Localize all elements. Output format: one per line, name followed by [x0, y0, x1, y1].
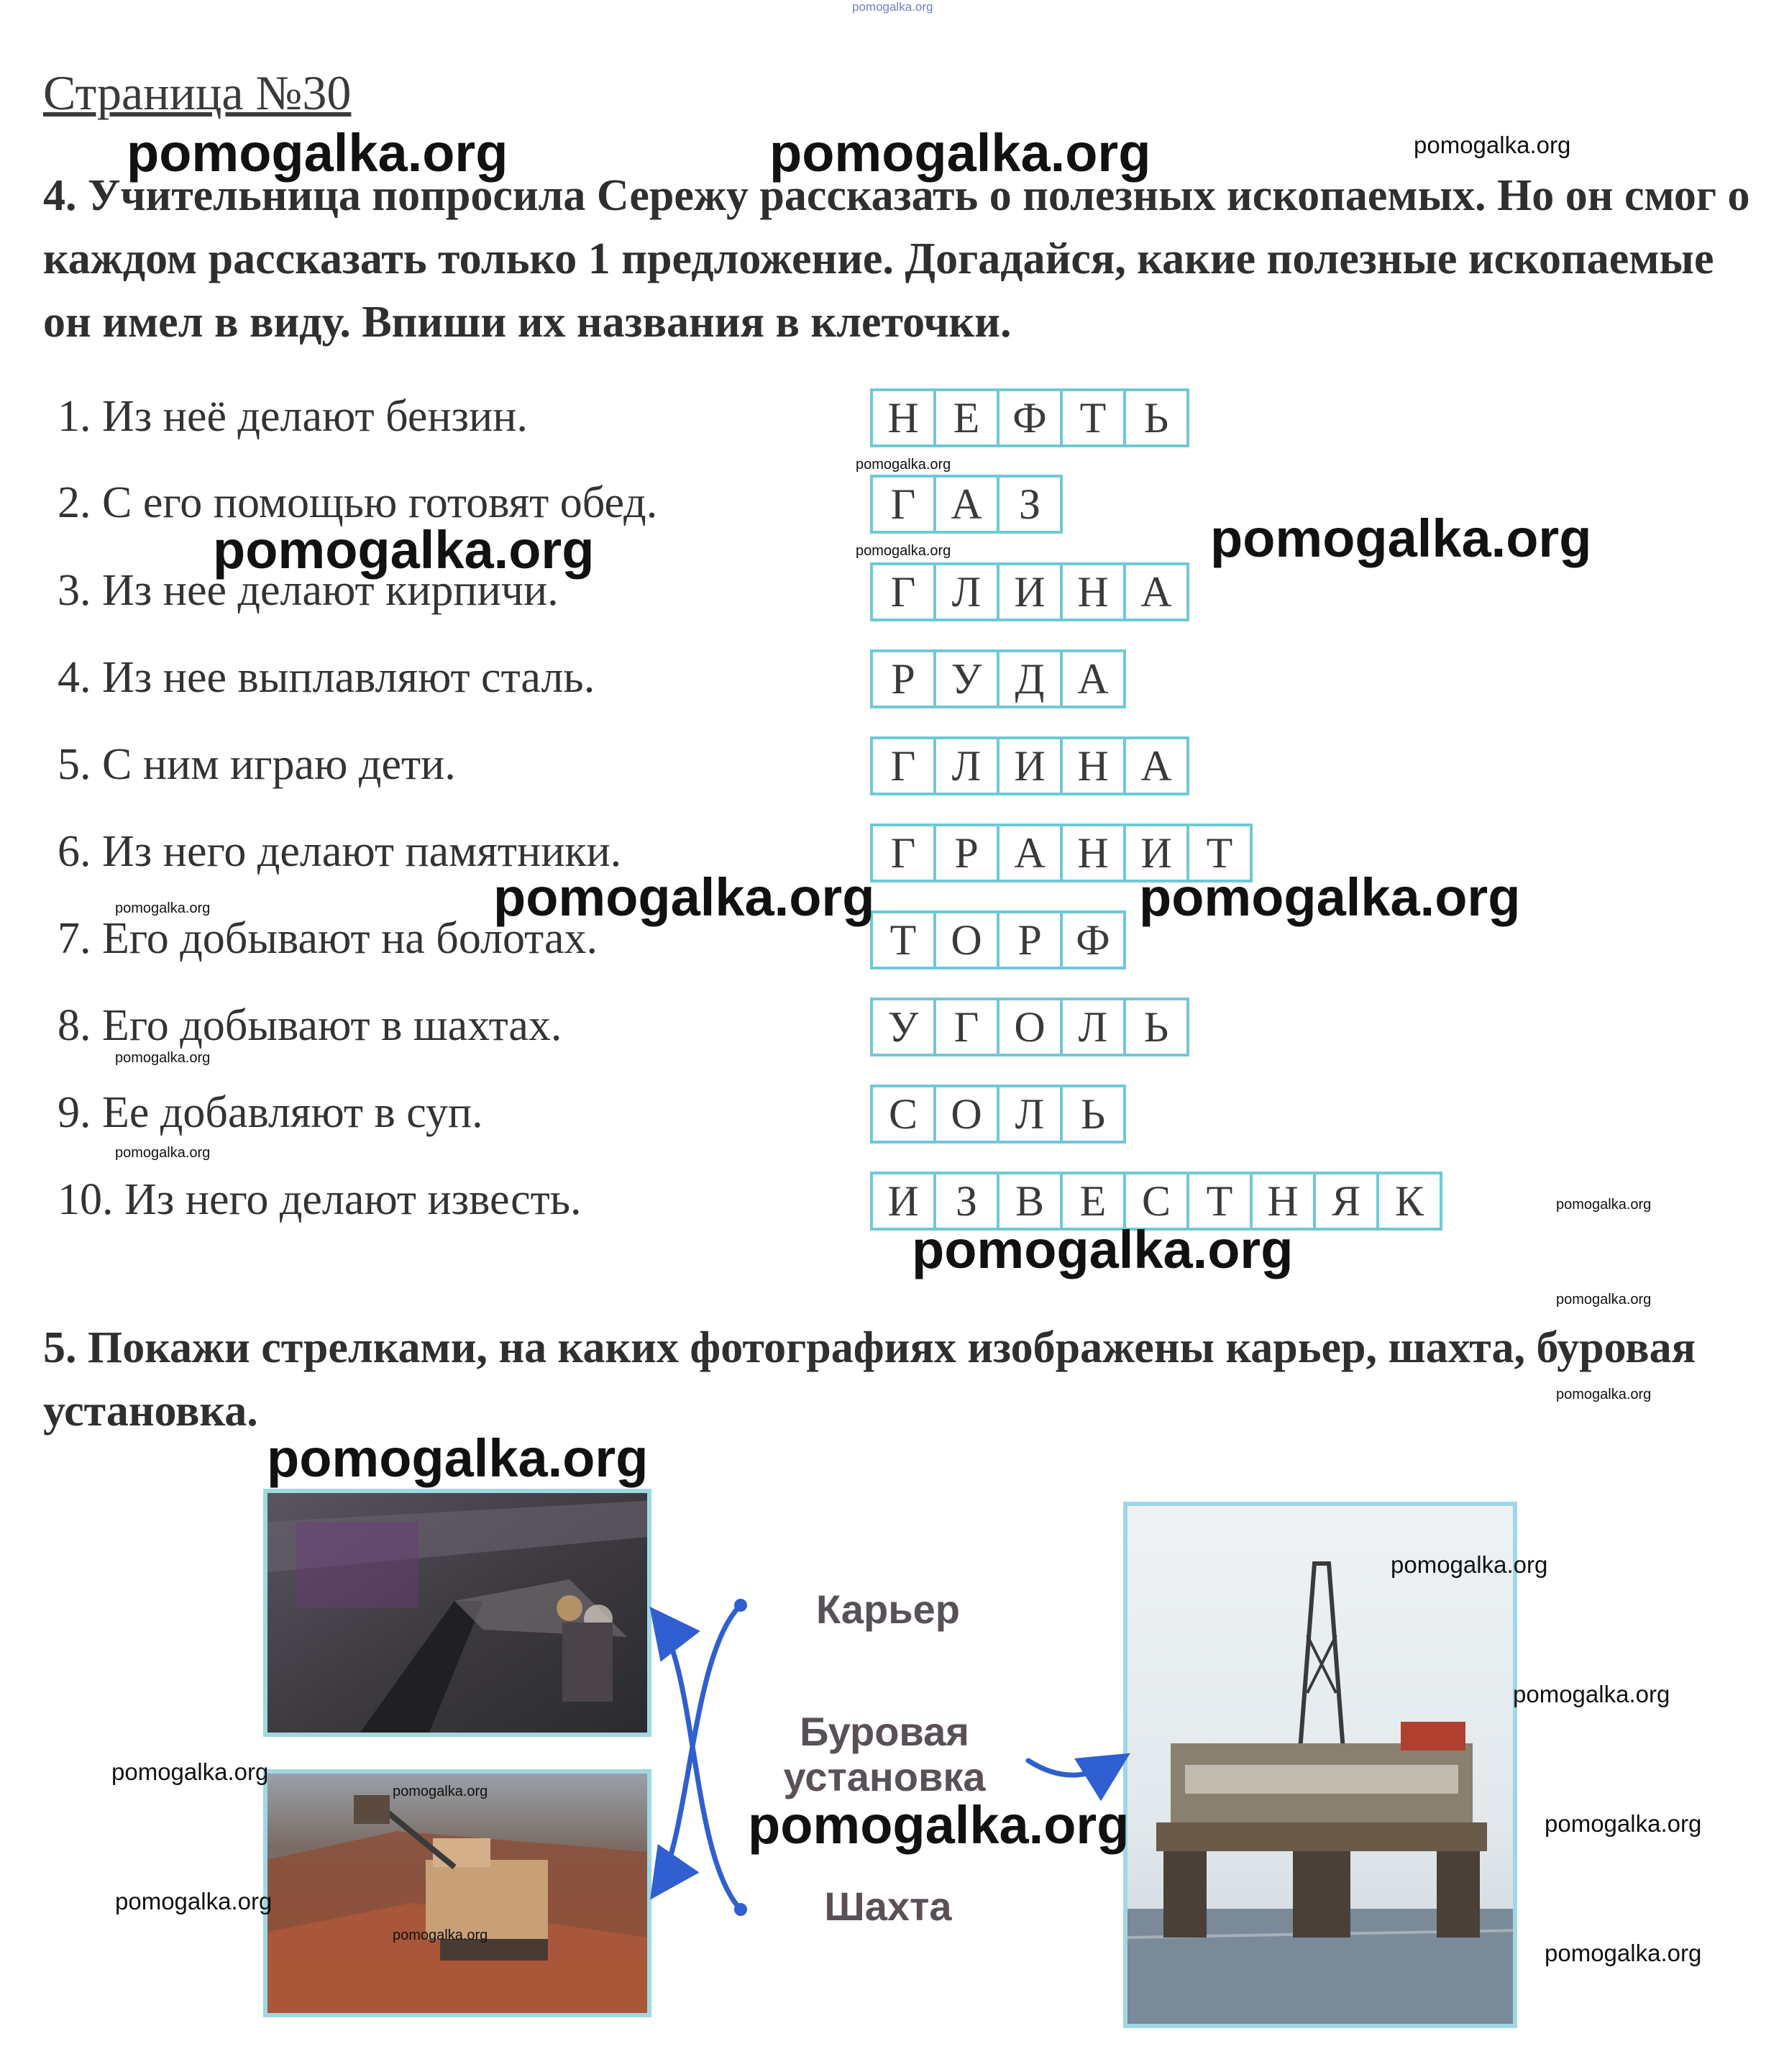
watermark: pomogalka.org	[1391, 1551, 1548, 1578]
watermark: pomogalka.org	[493, 867, 875, 927]
watermark: pomogalka.org	[1414, 132, 1571, 158]
answer-cell[interactable]: Н	[1060, 823, 1126, 882]
question-text: 7. Его добывают на болотах.	[58, 914, 598, 963]
answer-cell[interactable]: Г	[933, 998, 1000, 1056]
answer-cell[interactable]: К	[1376, 1172, 1442, 1231]
answer-cell[interactable]: И	[870, 1172, 936, 1231]
answer-cell[interactable]: Л	[933, 736, 1000, 795]
answer-cell[interactable]: Л	[933, 562, 1000, 621]
watermark: pomogalka.org	[393, 1927, 488, 1943]
arrow-rig-to-rig-photo	[1028, 1758, 1122, 1775]
answer-cell[interactable]: Я	[1313, 1172, 1379, 1231]
answer-cell[interactable]: С	[1123, 1172, 1189, 1231]
answer-cell[interactable]: Г	[870, 823, 936, 882]
answer-cell[interactable]: Ь	[1123, 998, 1189, 1056]
label-quarry: Карьер	[816, 1587, 960, 1632]
task4-prompt: 4. Учительница попросила Сережу рассказать о полезных ископаемых. Но он смог о каждом рассказать только 1 предложение. Догадайся, какие полезные ископаемые он имел в виду. Впиши их названия в клеточки.	[43, 171, 1750, 347]
answer-cell[interactable]: О	[933, 1085, 1000, 1144]
watermark: pomogalka.org	[213, 520, 595, 580]
question-text: 10. Из него делают известь.	[58, 1175, 582, 1224]
answer-cell[interactable]: Г	[870, 475, 936, 534]
answer-cell[interactable]: Т	[870, 911, 936, 969]
answer-cell[interactable]: А	[1123, 562, 1189, 621]
label-rig-line1: Буровая	[800, 1709, 969, 1754]
answer-cell[interactable]: Р	[933, 823, 1000, 882]
answer-cell[interactable]: Н	[1060, 562, 1126, 621]
answer-cell[interactable]: Ь	[1123, 388, 1189, 447]
answer-cell[interactable]: В	[997, 1172, 1063, 1231]
answer-cell[interactable]: Т	[1186, 823, 1253, 882]
answer-cell[interactable]: С	[870, 1085, 936, 1144]
watermark: pomogalka.org	[1545, 1940, 1702, 1966]
label-mine: Шахта	[824, 1884, 952, 1929]
answer-cell[interactable]: Л	[1060, 998, 1126, 1056]
answer-cell[interactable]: Д	[997, 649, 1063, 708]
watermark: pomogalka.org	[267, 1428, 649, 1488]
question-text: 3. Из нее делают кирпичи.	[58, 566, 559, 615]
watermark: pomogalka.org	[856, 543, 951, 559]
question-text: 6. Из него делают памятники.	[58, 827, 622, 876]
answer-cell[interactable]: А	[933, 475, 1000, 534]
question-text: 4. Из нее выплавляют сталь.	[58, 653, 595, 702]
question-text: 5. С ним играю дети.	[58, 740, 456, 789]
answer-cell[interactable]: Л	[997, 1085, 1063, 1144]
watermark: pomogalka.org	[1556, 1292, 1652, 1307]
watermark: pomogalka.org	[1513, 1681, 1670, 1707]
watermark: pomogalka.org	[115, 1050, 211, 1066]
answer-cell[interactable]: Е	[933, 388, 1000, 447]
answer-cell[interactable]: Е	[1060, 1172, 1126, 1231]
watermark: pomogalka.org	[115, 1145, 211, 1161]
watermark: pomogalka.org	[769, 123, 1151, 183]
answer-cell[interactable]: О	[997, 998, 1063, 1056]
answer-cell[interactable]: Ф	[997, 388, 1063, 447]
watermark: pomogalka.org	[393, 1784, 488, 1799]
answer-cell[interactable]: Р	[997, 911, 1063, 969]
watermark: pomogalka.org	[856, 457, 951, 473]
answer-cell[interactable]: И	[997, 736, 1063, 795]
answer-cell[interactable]: Н	[1060, 736, 1126, 795]
question-text: 8. Его добывают в шахтах.	[58, 1001, 562, 1050]
answer-cell[interactable]: Г	[870, 736, 936, 795]
answer-cell[interactable]: Н	[1250, 1172, 1316, 1231]
watermark: pomogalka.org	[748, 1795, 1130, 1855]
watermark: pomogalka.org	[127, 123, 508, 183]
answer-cell[interactable]: Р	[870, 649, 936, 708]
watermark: pomogalka.org	[1210, 508, 1592, 568]
answer-cell[interactable]: О	[933, 911, 1000, 969]
watermark: pomogalka.org	[111, 1758, 269, 1785]
question-text: 1. Из неё делают бензин.	[58, 392, 528, 441]
answer-cell[interactable]: Т	[1186, 1172, 1253, 1231]
question-text: 9. Ее добавляют в суп.	[58, 1088, 483, 1137]
watermark: pomogalka.org	[1556, 1197, 1652, 1213]
answer-cell[interactable]: Ь	[1060, 1085, 1126, 1144]
answer-cell[interactable]: И	[997, 562, 1063, 621]
watermark: pomogalka.org	[1139, 867, 1521, 927]
watermark: pomogalka.org	[115, 1888, 273, 1914]
question-text: 2. С его помощью готовят обед.	[58, 478, 658, 527]
page-title: Страница №30	[43, 65, 352, 120]
watermark: pomogalka.org	[912, 1220, 1294, 1279]
answer-cell[interactable]: Г	[870, 562, 936, 621]
answer-cell[interactable]: З	[997, 475, 1063, 534]
answer-cell[interactable]: У	[933, 649, 1000, 708]
answer-cell[interactable]: А	[1123, 736, 1189, 795]
answer-cell[interactable]: А	[1060, 649, 1126, 708]
answer-cell[interactable]: З	[933, 1172, 1000, 1231]
watermark: pomogalka.org	[1556, 1387, 1652, 1402]
answer-cell[interactable]: И	[1123, 823, 1189, 882]
watermark-top: pomogalka.org	[852, 0, 933, 14]
task5-prompt: 5. Покажи стрелками, на каких фотографиях изображены карьер, шахта, буровая установка.	[43, 1323, 1696, 1436]
watermark: pomogalka.org	[1545, 1810, 1702, 1837]
answer-cell[interactable]: Н	[870, 388, 936, 447]
watermark: pomogalka.org	[115, 900, 211, 916]
answer-cell[interactable]: Ф	[1060, 911, 1126, 969]
label-rig-line2: установка	[783, 1754, 986, 1799]
answer-cell[interactable]: Т	[1060, 388, 1126, 447]
answer-cell[interactable]: У	[870, 998, 936, 1056]
arrow-start-mine	[734, 1903, 747, 1916]
arrow-start-quarry	[734, 1599, 747, 1612]
answer-cell[interactable]: А	[997, 823, 1063, 882]
arrow-quarry-to-quarry-photo	[656, 1605, 741, 1891]
